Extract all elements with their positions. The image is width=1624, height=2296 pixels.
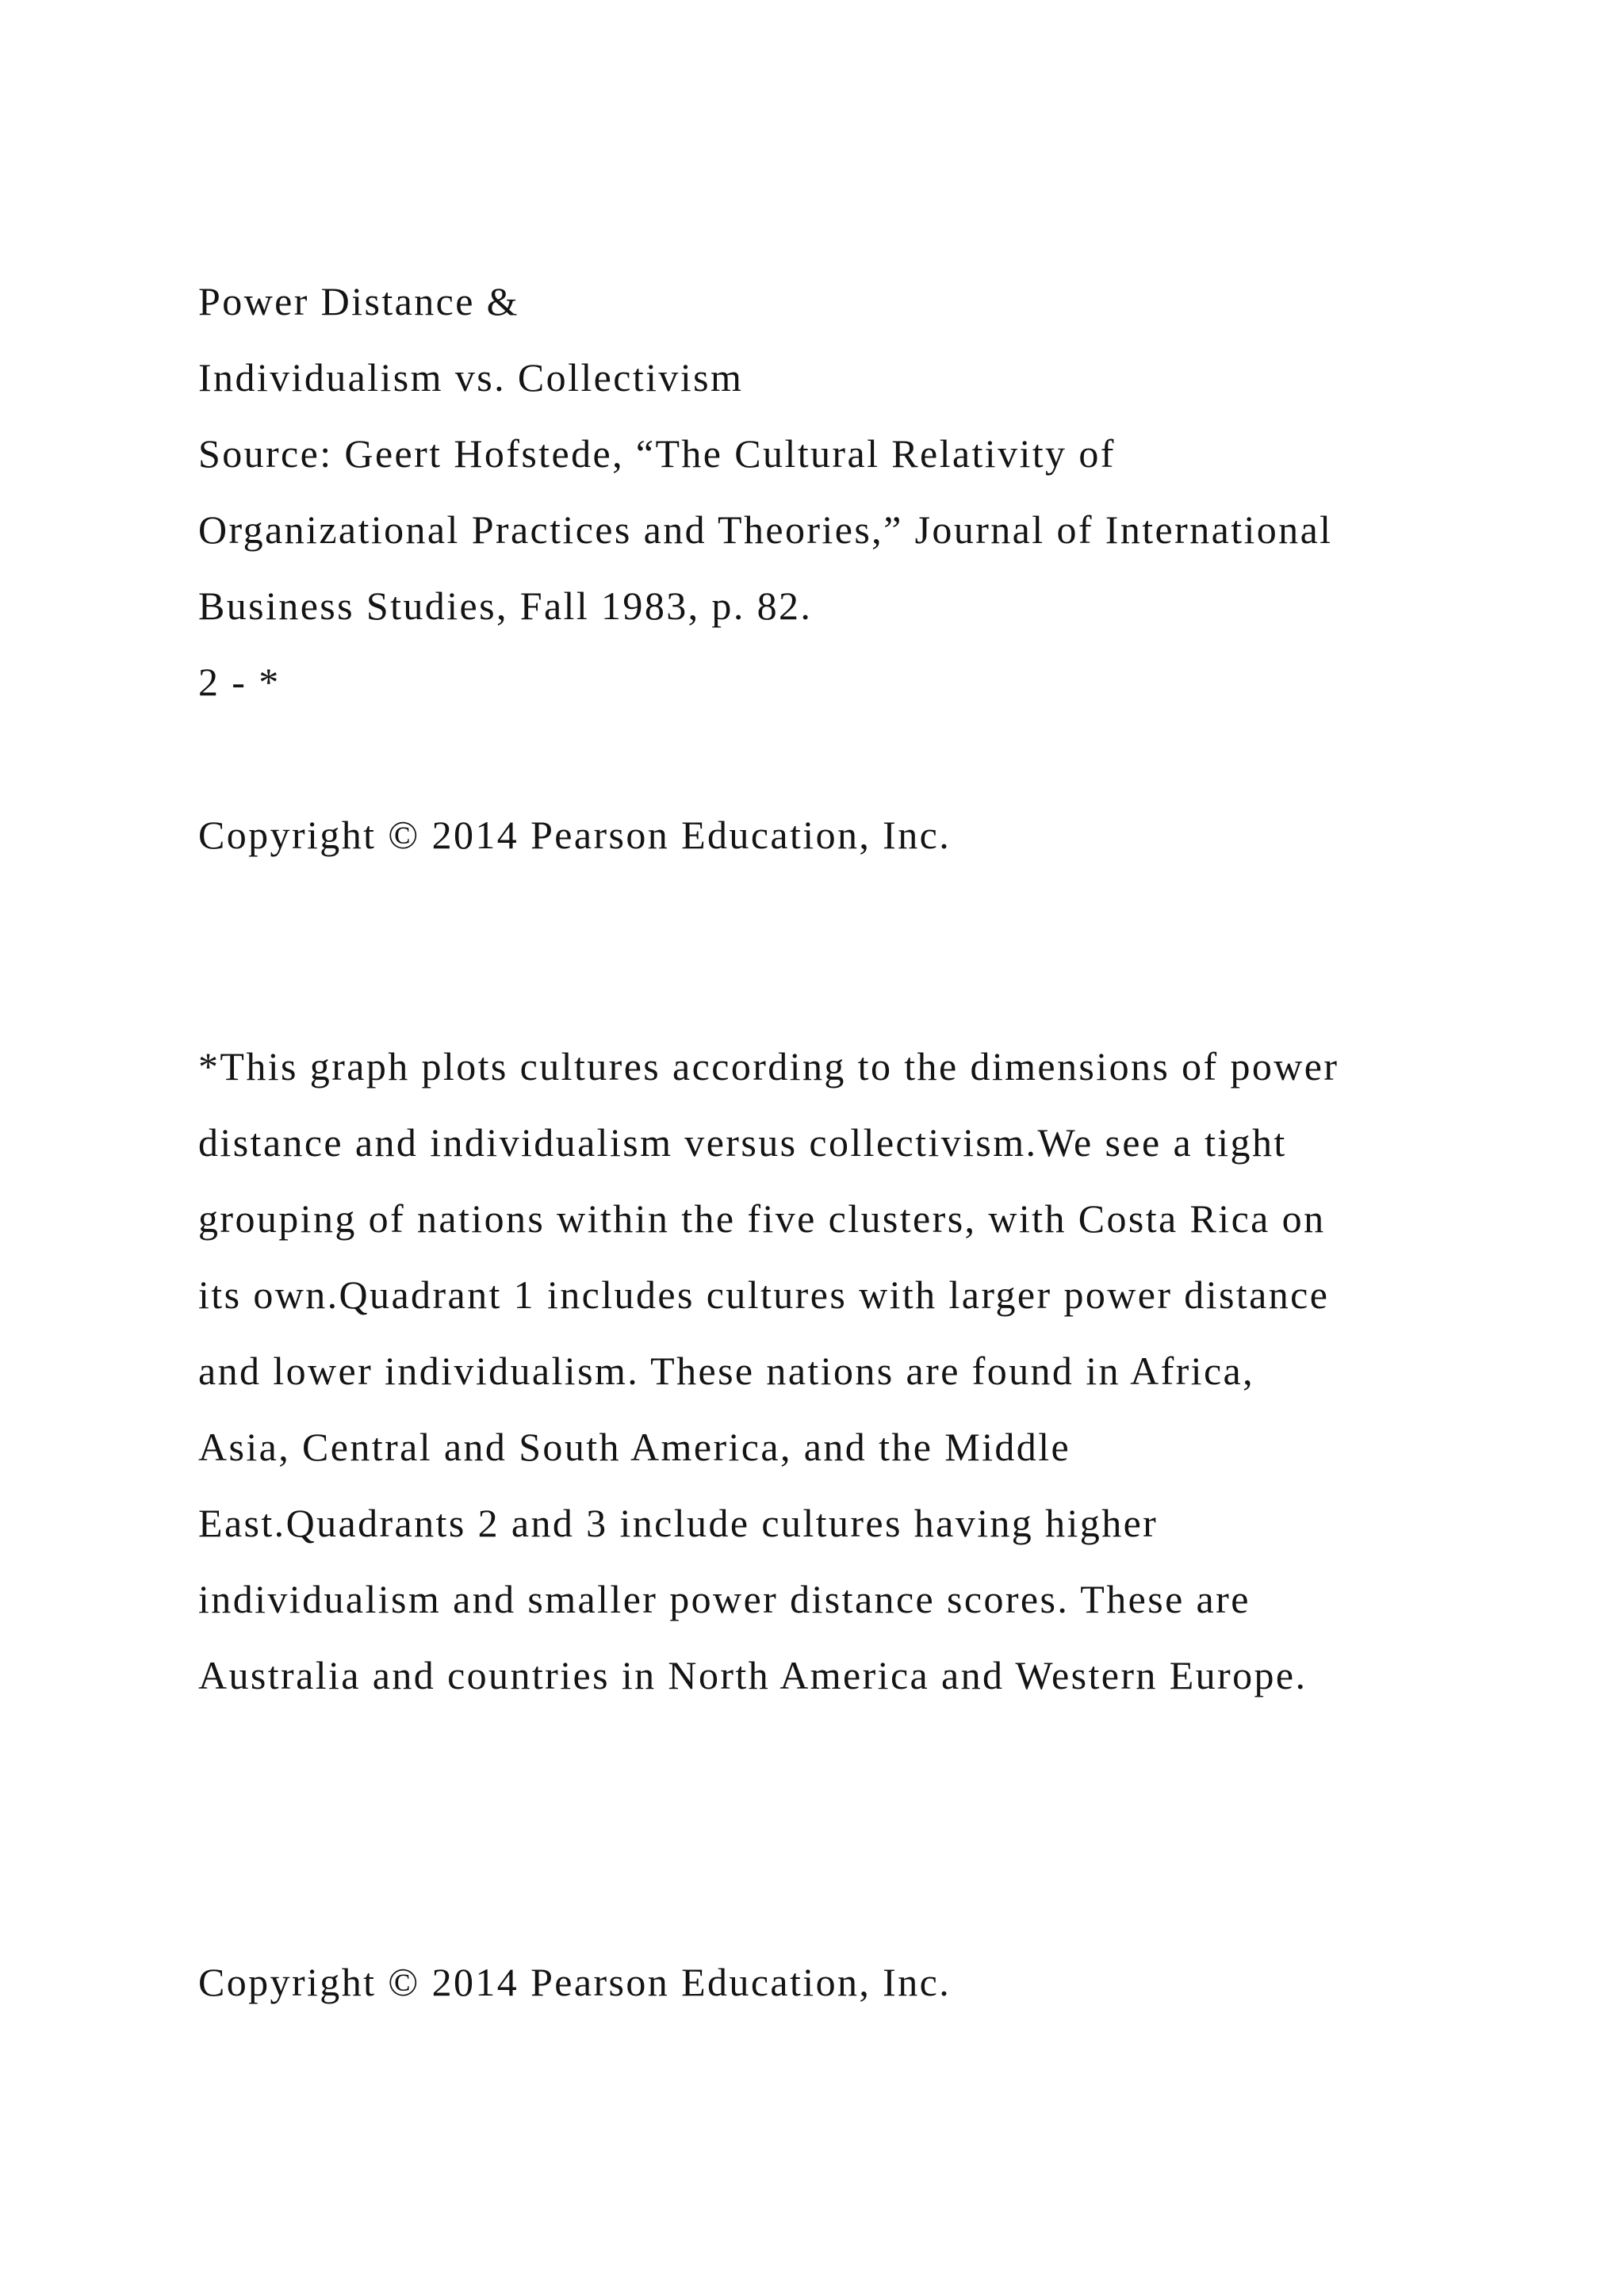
notes-line-4: its own.Quadrant 1 includes cultures with larger power distance	[198, 1272, 1330, 1317]
copyright-bottom: Copyright © 2014 Pearson Education, Inc.	[198, 1960, 952, 2004]
copyright-top: Copyright © 2014 Pearson Education, Inc.	[198, 813, 952, 857]
title-line-2: Individualism vs. Collectivism	[198, 355, 744, 400]
notes-line-8: individualism and smaller power distance scores. These are	[198, 1577, 1251, 1621]
source-line-1: Source: Geert Hofstede, “The Cultural Relativity of	[198, 431, 1116, 476]
notes-line-2: distance and individualism versus collectivism.We see a tight	[198, 1120, 1287, 1165]
slide-number: 2 - *	[198, 660, 281, 704]
notes-line-7: East.Quadrants 2 and 3 include cultures having higher	[198, 1501, 1159, 1545]
notes-line-6: Asia, Central and South America, and the Middle	[198, 1425, 1071, 1469]
notes-line-1: *This graph plots cultures according to the dimensions of power	[198, 1044, 1339, 1089]
title-line-1: Power Distance &	[198, 279, 519, 323]
notes-line-9: Australia and countries in North America and Western Europe.	[198, 1653, 1308, 1697]
notes-line-5: and lower individualism. These nations are found in Africa,	[198, 1349, 1255, 1393]
notes-line-3: grouping of nations within the five clusters, with Costa Rica on	[198, 1196, 1326, 1241]
source-line-3: Business Studies, Fall 1983, p. 82.	[198, 584, 813, 628]
source-line-2: Organizational Practices and Theories,” Journal of International	[198, 507, 1333, 552]
